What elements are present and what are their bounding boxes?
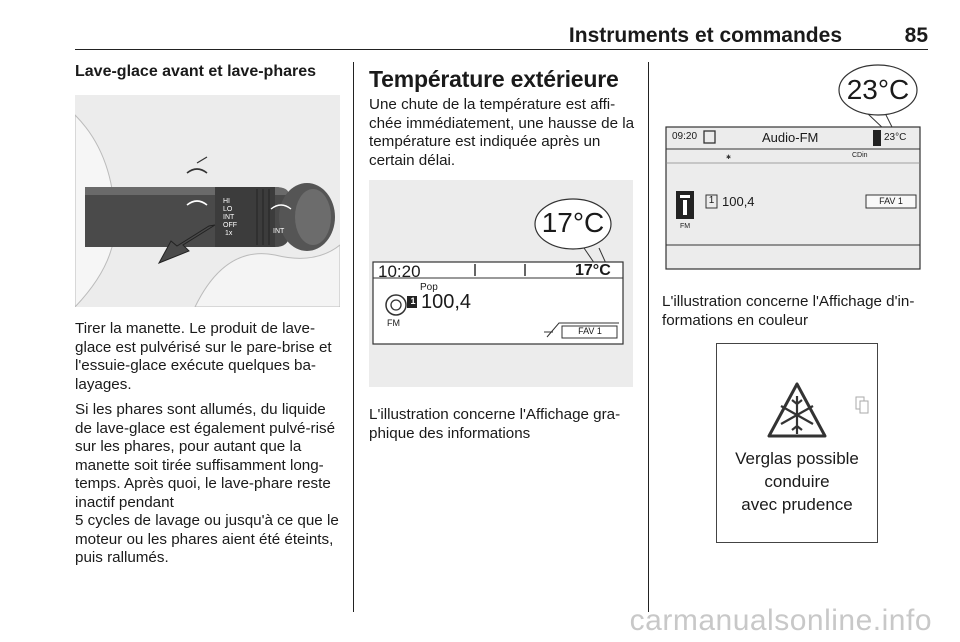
header-rule <box>75 49 928 50</box>
temperature-intro: Une chute de la température est affi-chée immédiatement, une hausse de la température est indiquée après un certain délai. <box>369 96 635 169</box>
svg-text:INT: INT <box>273 228 285 235</box>
display-temperature: 17°C <box>575 262 611 279</box>
svg-text:OFF: OFF <box>223 222 237 229</box>
colour-display-cdin: CDin <box>852 152 868 159</box>
ice-warning-icon <box>717 344 877 454</box>
display-fav: FAV 1 <box>578 326 602 336</box>
display-band: FM <box>387 318 400 328</box>
graphic-display-figure <box>369 180 633 387</box>
svg-text:INT: INT <box>223 214 235 221</box>
ice-warning-line-3: avec prudence <box>741 495 853 514</box>
colour-display-preset: 1 <box>708 195 715 206</box>
column-1-text <box>75 320 343 575</box>
colour-display-figure <box>662 63 926 273</box>
colour-display-band: FM <box>680 223 691 230</box>
wiper-lever-illustration <box>75 95 340 307</box>
ice-warning-figure <box>716 343 878 543</box>
paragraph-3: 5 cycles de lavage ou jusqu'à ce que le moteur ou les phares aient été éteints, puis rallumés. <box>75 512 339 566</box>
colour-display-frequency: 100,4 <box>722 194 755 209</box>
section-heading-washer: Lave-glace avant et lave-phares <box>75 63 317 80</box>
wiper-lever-figure <box>75 95 340 307</box>
paragraph-1: Tirer la manette. Le produit de lave-glace est pulvérisé sur le pare-brise et l'essuie-glace exécute quelques ba-layages. <box>75 320 332 393</box>
display-frequency: 100,4 <box>421 291 472 313</box>
colour-display-temperature: 23°C <box>884 132 907 143</box>
svg-text:HI: HI <box>223 198 230 205</box>
colour-display-caption: L'illustration concerne l'Affichage d'in-formations en couleur <box>662 293 915 329</box>
ice-warning-line-2: conduire <box>764 472 830 491</box>
column-divider-1 <box>353 62 354 612</box>
column-1 <box>75 63 343 81</box>
column-divider-2 <box>648 62 649 612</box>
colour-display-fav: FAV 1 <box>879 196 903 206</box>
ice-warning-line-1: Verglas possible <box>735 449 859 468</box>
svg-text:LO: LO <box>223 206 233 213</box>
display-time: 10:20 <box>378 262 421 281</box>
callout-temperature: 17°C <box>541 207 605 238</box>
colour-display-title: Audio-FM <box>762 130 819 145</box>
display-preset: 1 <box>410 296 416 306</box>
svg-text:1x: 1x <box>225 230 233 237</box>
column-2 <box>369 66 635 177</box>
display-source: Pop <box>420 282 438 293</box>
colour-display-time: 09:20 <box>672 131 698 142</box>
page-number: 85 <box>904 24 928 47</box>
watermark-url: carmanualsonline.info <box>629 604 932 637</box>
paragraph-2: Si les phares sont allumés, du liquide de lave-glace est également pulvé-risé sur les phares, pour autant que la manette soit tirée suffisamment long-temps. Après quoi, le lave-phare reste inactif pendant <box>75 401 336 511</box>
graphic-display-caption: L'illustration concerne l'Affichage gra-phique des informations <box>369 406 621 442</box>
svg-text:✱: ✱ <box>726 155 732 161</box>
section-heading-temperature: Température extérieure <box>369 66 619 92</box>
callout-temperature-colour: 23°C <box>846 74 910 105</box>
ice-warning-text <box>717 447 877 516</box>
page-header-title: Instruments et commandes <box>568 24 842 47</box>
